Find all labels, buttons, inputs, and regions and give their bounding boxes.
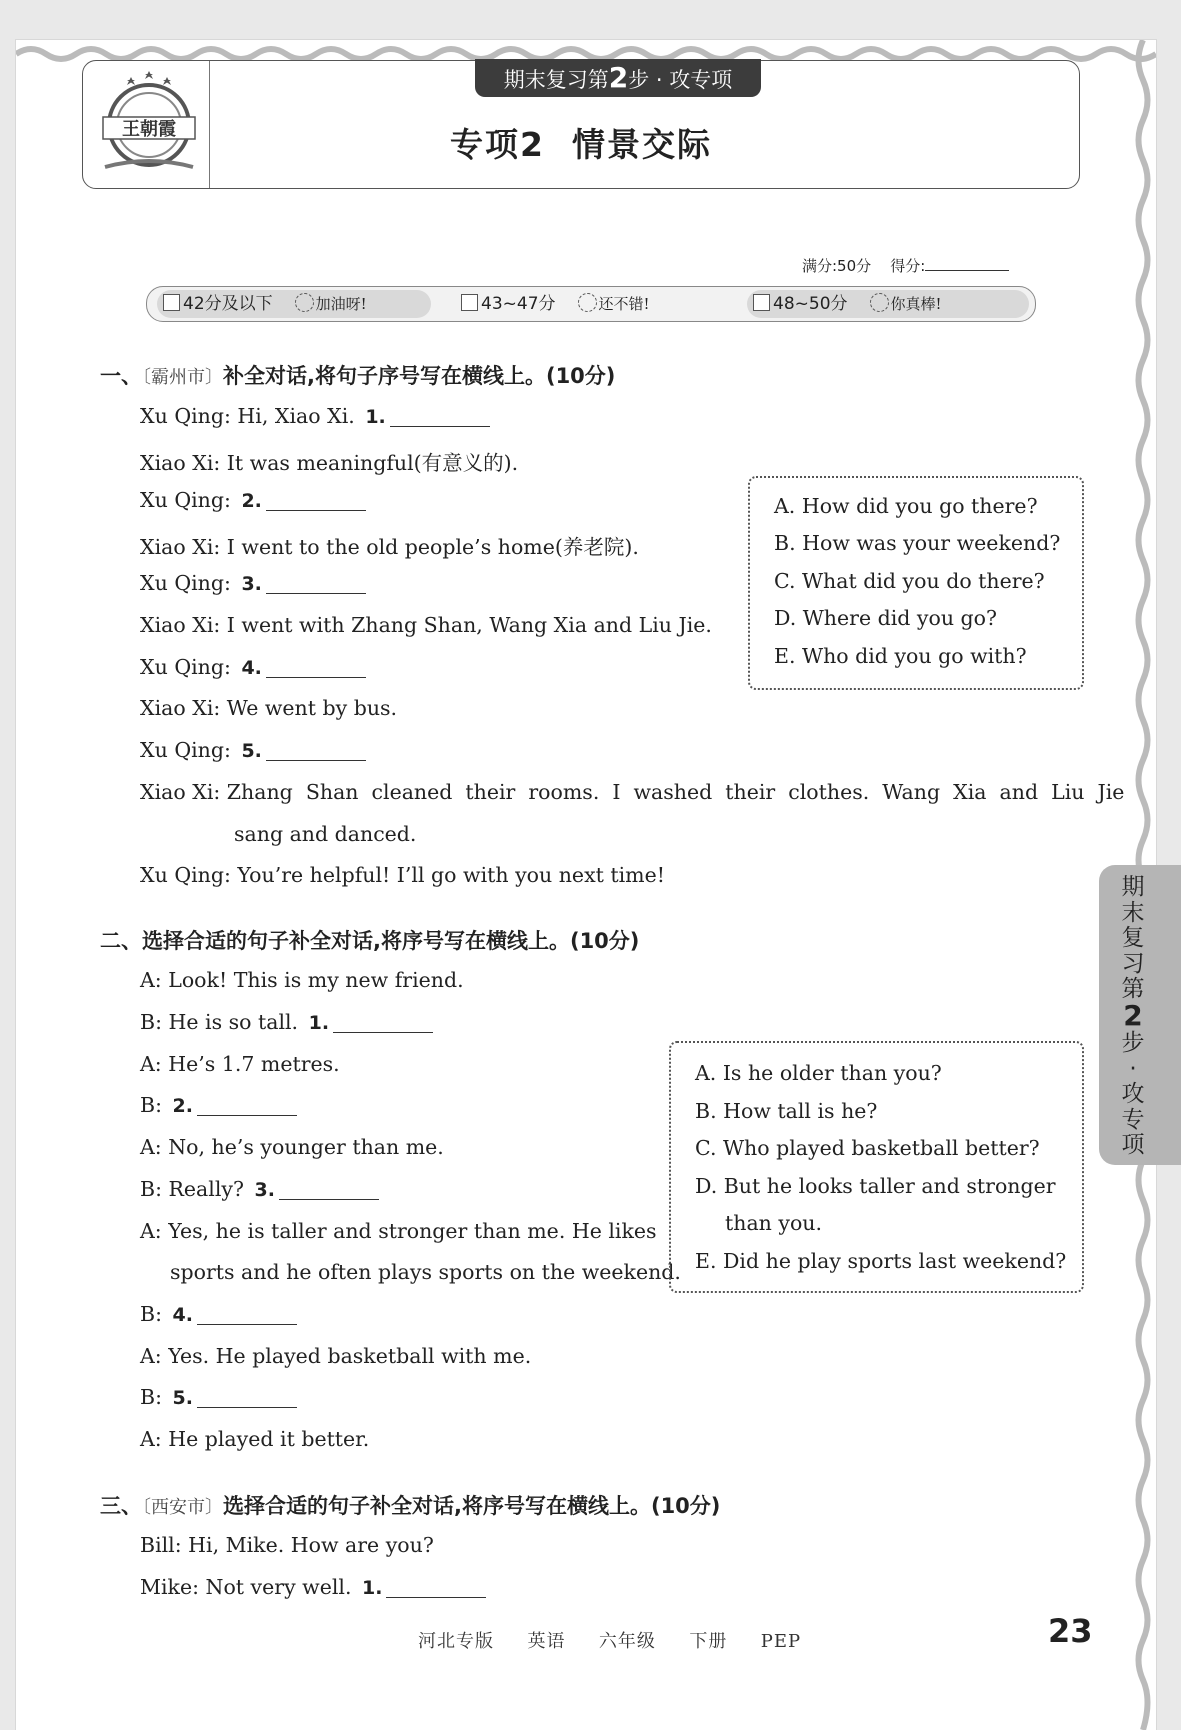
section-1-heading: 一、〔霸州市〕补全对话,将句子序号写在横线上。(10分) [100,364,616,388]
checkbox[interactable] [753,294,770,311]
page-header [82,60,1080,189]
full-score-label: 满分:50分 [802,257,872,275]
side-tab [1099,865,1181,1165]
option-item: E. Did he play sports last weekend? [695,1249,1067,1273]
region-tag: 〔霸州市〕 [142,367,223,388]
svg-text:王朝霞: 王朝霞 [122,119,176,140]
option-item: B. How was your weekend? [774,531,1061,555]
dialogue-line-continued: sports and he often plays sports on the weekend. [170,1260,681,1284]
dialogue-line: B: Really? 3. [140,1177,379,1201]
answer-blank[interactable] [266,573,366,594]
section-3-heading: 三、〔西安市〕选择合适的句子补全对话,将序号写在横线上。(10分) [100,1494,721,1518]
score-line [802,255,1009,276]
answer-blank[interactable] [197,1304,297,1325]
dialogue-line: Xiao Xi: It was meaningful(有意义的). [140,451,519,475]
dialogue-line: A: Yes, he is taller and stronger than me. He likes [140,1219,657,1243]
answer-blank[interactable] [197,1387,297,1408]
page-number: 23 [1048,1612,1093,1650]
checkbox[interactable] [163,294,180,311]
side-tab-label: 期 末 复 习 第 2 步 · 攻 专 项 [1121,874,1145,1158]
answer-blank[interactable] [266,490,366,511]
dialogue-line: Xu Qing: 5. [140,738,366,762]
dialogue-line: Xiao Xi: Zhang Shan cleaned their rooms. I washed their clothes. Wang Xia and Liu Jie [140,780,1125,804]
dialogue-line: A: Yes. He played basketball with me. [140,1344,532,1368]
region-tag: 〔西安市〕 [142,1497,223,1518]
dialogue-line: B: He is so tall. 1. [140,1010,433,1034]
dialogue-line: B: 4. [140,1302,297,1326]
option-item-continued: than you. [725,1211,823,1235]
footer: 河北专版 英语 六年级 下册 PEP [418,1631,802,1652]
options-box-1 [748,476,1084,690]
dialogue-line: Xiao Xi: I went to the old people’s home(养老院). [140,535,639,559]
option-item: D. Where did you go? [774,606,998,630]
answer-blank[interactable] [333,1012,433,1033]
self-rating-bar [146,286,1036,322]
answer-blank[interactable] [390,406,490,427]
rating-option-high[interactable]: 48~50分 你真棒! [747,290,1029,318]
dialogue-line: Bill: Hi, Mike. How are you? [140,1533,434,1557]
dialogue-line: Xu Qing: 3. [140,571,366,595]
option-item: A. How did you go there? [774,494,1038,518]
dialogue-line: Xu Qing: 4. [140,655,366,679]
dialogue-line: A: No, he’s younger than me. [140,1135,444,1159]
score-label: 得分: [890,257,926,275]
dialogue-line: Mike: Not very well. 1. [140,1575,486,1599]
dialogue-line: Xu Qing: 2. [140,488,366,512]
option-item: B. How tall is he? [695,1099,878,1123]
score-blank[interactable] [925,270,1009,271]
dialogue-line: Xiao Xi: We went by bus. [140,696,398,720]
dialogue-line: B: 2. [140,1093,297,1117]
dialogue-line: Xu Qing: Hi, Xiao Xi. 1. [140,404,490,428]
dialogue-line: A: He played it better. [140,1427,370,1451]
answer-blank[interactable] [266,657,366,678]
answer-blank[interactable] [197,1095,297,1116]
page-title: 专项2 情景交际 [450,125,712,164]
side-tab-pre: 期 末 复 习 第 [1121,874,1145,1002]
option-item: C. What did you do there? [774,569,1045,593]
option-item: E. Who did you go with? [774,644,1027,668]
stage-banner: 期末复习第2步 · 攻专项 [475,59,761,97]
dialogue-line: B: 5. [140,1385,297,1409]
dialogue-line-continued: sang and danced. [234,822,417,846]
answer-blank[interactable] [386,1577,486,1598]
smiley-icon [870,293,889,312]
rating-option-mid[interactable]: 43~47分 还不错! [455,290,719,318]
option-item: C. Who played basketball better? [695,1136,1040,1160]
rating-option-low[interactable]: 42分及以下 加油呀! [157,290,431,318]
section-2-heading: 二、选择合适的句子补全对话,将序号写在横线上。(10分) [100,929,640,953]
answer-blank[interactable] [266,740,366,761]
dialogue-line: Xiao Xi: I went with Zhang Shan, Wang Xia and Liu Jie. [140,613,712,637]
option-item: D. But he looks taller and stronger [695,1174,1056,1198]
answer-blank[interactable] [279,1179,379,1200]
options-box-2 [669,1041,1084,1293]
smiley-icon [295,293,314,312]
checkbox[interactable] [461,294,478,311]
dialogue-line: A: Look! This is my new friend. [140,968,464,992]
side-tab-post: 步 · 攻 专 项 [1121,1030,1145,1158]
option-item: A. Is he older than you? [695,1061,942,1085]
dialogue-line: A: He’s 1.7 metres. [140,1052,340,1076]
dialogue-line: Xu Qing: You’re helpful! I’ll go with you next time! [140,863,665,887]
smiley-icon [578,293,597,312]
